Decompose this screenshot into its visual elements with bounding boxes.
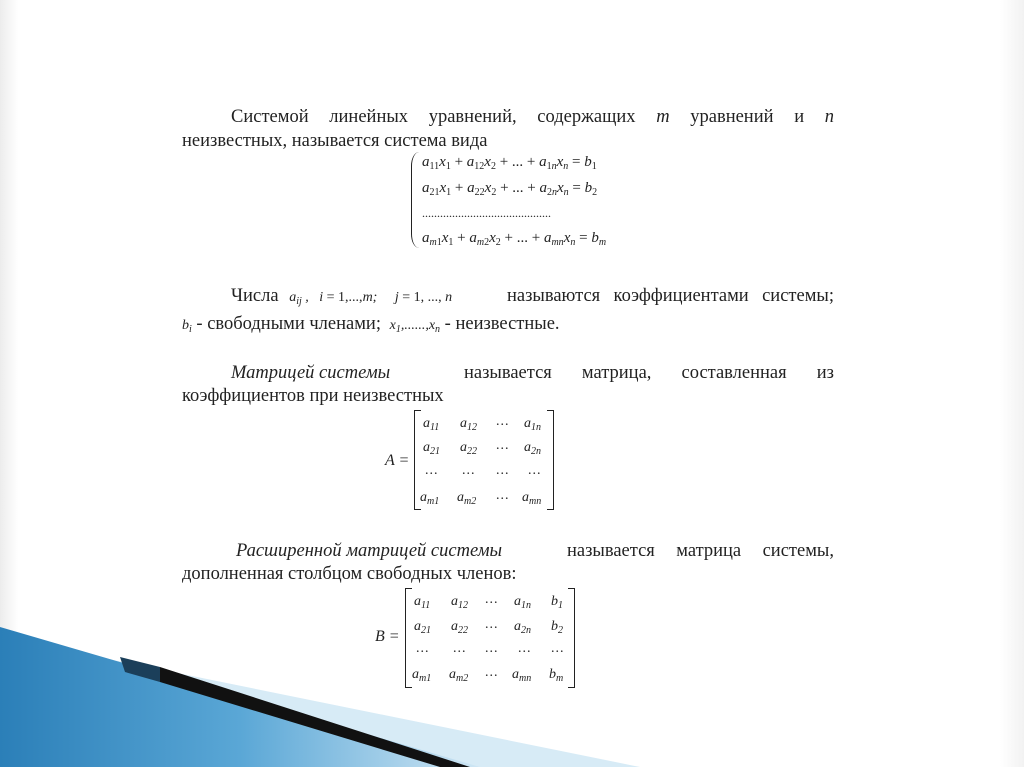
word: уравнений,	[428, 107, 517, 127]
term-system-matrix: Матрицей системы	[231, 363, 391, 383]
para1-line1	[231, 106, 834, 128]
matrix-a-cell: $a_{2n}$	[524, 440, 541, 457]
var-n: n	[824, 107, 835, 127]
matrix-b-label: B =	[375, 628, 400, 645]
unknowns-formula: $x_1,......,x_n$	[389, 318, 441, 335]
lead-word: Числа	[231, 286, 279, 306]
equation-row-2: $a_{21}x_1 + a_{22}x_2$ + ... + $a_{2n}x_n = b_2$	[422, 180, 598, 198]
matrix-a-cell: $a_{mn}$	[522, 490, 542, 507]
var-bi: $b_i$	[182, 318, 192, 335]
word: матрица,	[581, 363, 652, 383]
word: системы;	[762, 286, 834, 306]
word: коэффициентами	[613, 286, 749, 306]
word: составленная	[681, 363, 787, 383]
matrix-a-cell: $a_{22}$	[460, 440, 477, 457]
matrix-b-cell: ...	[485, 592, 499, 607]
word: содержащих	[537, 107, 636, 127]
para4-line1	[236, 540, 834, 562]
para2-line2	[182, 313, 560, 337]
para3-rest	[464, 362, 834, 384]
equation-row-1: $a_{11}x_1 + a_{12}x_2$ + ... + $a_{1n}x_n = b_1$	[422, 154, 597, 172]
unknowns-text: - неизвестные.	[444, 314, 560, 334]
para3-line1	[231, 362, 834, 384]
para2-rest	[507, 285, 834, 307]
matrix-a-cell: ...	[496, 488, 510, 503]
matrix-b-cell: ...	[485, 665, 499, 680]
matrix-b-cell: $a_{22}$	[451, 619, 468, 636]
para2-line1	[231, 285, 834, 309]
para3-line2: коэффициентов при неизвестных	[182, 386, 444, 406]
decorative-swoosh	[0, 627, 640, 767]
word: называются	[507, 286, 601, 306]
matrix-a-cell: $a_{m1}$	[420, 490, 440, 507]
word: и	[794, 107, 805, 127]
matrix-a-cell: ...	[425, 463, 439, 478]
matrix-a-cell: ...	[496, 414, 510, 429]
free-members-text: - свободными членами;	[196, 314, 381, 334]
matrix-b-cell: ...	[485, 617, 499, 632]
matrix-b-cell: $a_{1n}$	[514, 594, 531, 611]
matrix-a-cell: $a_{1n}$	[524, 416, 541, 433]
matrix-a-cell: ...	[496, 438, 510, 453]
para4-rest	[567, 540, 834, 562]
word: называется	[464, 363, 552, 383]
matrix-a-cell: $a_{11}$	[423, 416, 440, 433]
word: Системой	[231, 107, 309, 127]
equation-row-dots: ...........................................	[422, 206, 551, 220]
word: называется	[567, 541, 655, 561]
word: из	[816, 363, 834, 383]
para1-line2: неизвестных, называется система вида	[182, 131, 488, 151]
matrix-b-cell: ...	[416, 641, 430, 656]
word: уравнений	[690, 107, 774, 127]
matrix-b-cell: $a_{m1}$	[412, 667, 432, 684]
matrix-b-cell: $a_{mn}$	[512, 667, 532, 684]
word: линейных	[329, 107, 409, 127]
matrix-a-cell: ...	[462, 463, 476, 478]
matrix-b-cell: $b_m$	[549, 667, 564, 684]
matrix-b-cell: $b_1$	[551, 594, 563, 611]
matrix-a-cell: ...	[496, 463, 510, 478]
para4-line2: дополненная столбцом свободных членов:	[182, 564, 517, 584]
var-m: m	[656, 107, 670, 127]
matrix-a-right-bracket	[547, 410, 554, 510]
word: матрица	[676, 541, 742, 561]
matrix-b-cell: $a_{12}$	[451, 594, 468, 611]
matrix-b-cell: ...	[485, 641, 499, 656]
matrix-b-cell: ...	[551, 641, 565, 656]
matrix-b-cell: ...	[518, 641, 532, 656]
matrix-a-cell: $a_{m2}$	[457, 490, 477, 507]
matrix-a-label: A =	[385, 452, 410, 469]
matrix-b-cell: $a_{m2}$	[449, 667, 469, 684]
matrix-b-cell: $b_2$	[551, 619, 563, 636]
matrix-b-cell: ...	[453, 641, 467, 656]
system-brace	[411, 152, 420, 248]
matrix-b-cell: $a_{2n}$	[514, 619, 531, 636]
matrix-b-cell: $a_{11}$	[414, 594, 431, 611]
index-formula: $a_{ij}$ , i = 1,...,m; j = 1, ..., n	[289, 290, 453, 307]
matrix-a-cell: $a_{12}$	[460, 416, 477, 433]
matrix-a-cell: $a_{21}$	[423, 440, 440, 457]
matrix-b-cell: $a_{21}$	[414, 619, 431, 636]
equation-row-m: $a_{m1}x_1 + a_{m2}x_2$ + ... + $a_{mn}x_n = b_m$	[422, 230, 607, 248]
term-augmented-matrix: Расширенной матрицей системы	[236, 541, 503, 561]
word: системы,	[762, 541, 834, 561]
matrix-a-cell: ...	[528, 463, 542, 478]
